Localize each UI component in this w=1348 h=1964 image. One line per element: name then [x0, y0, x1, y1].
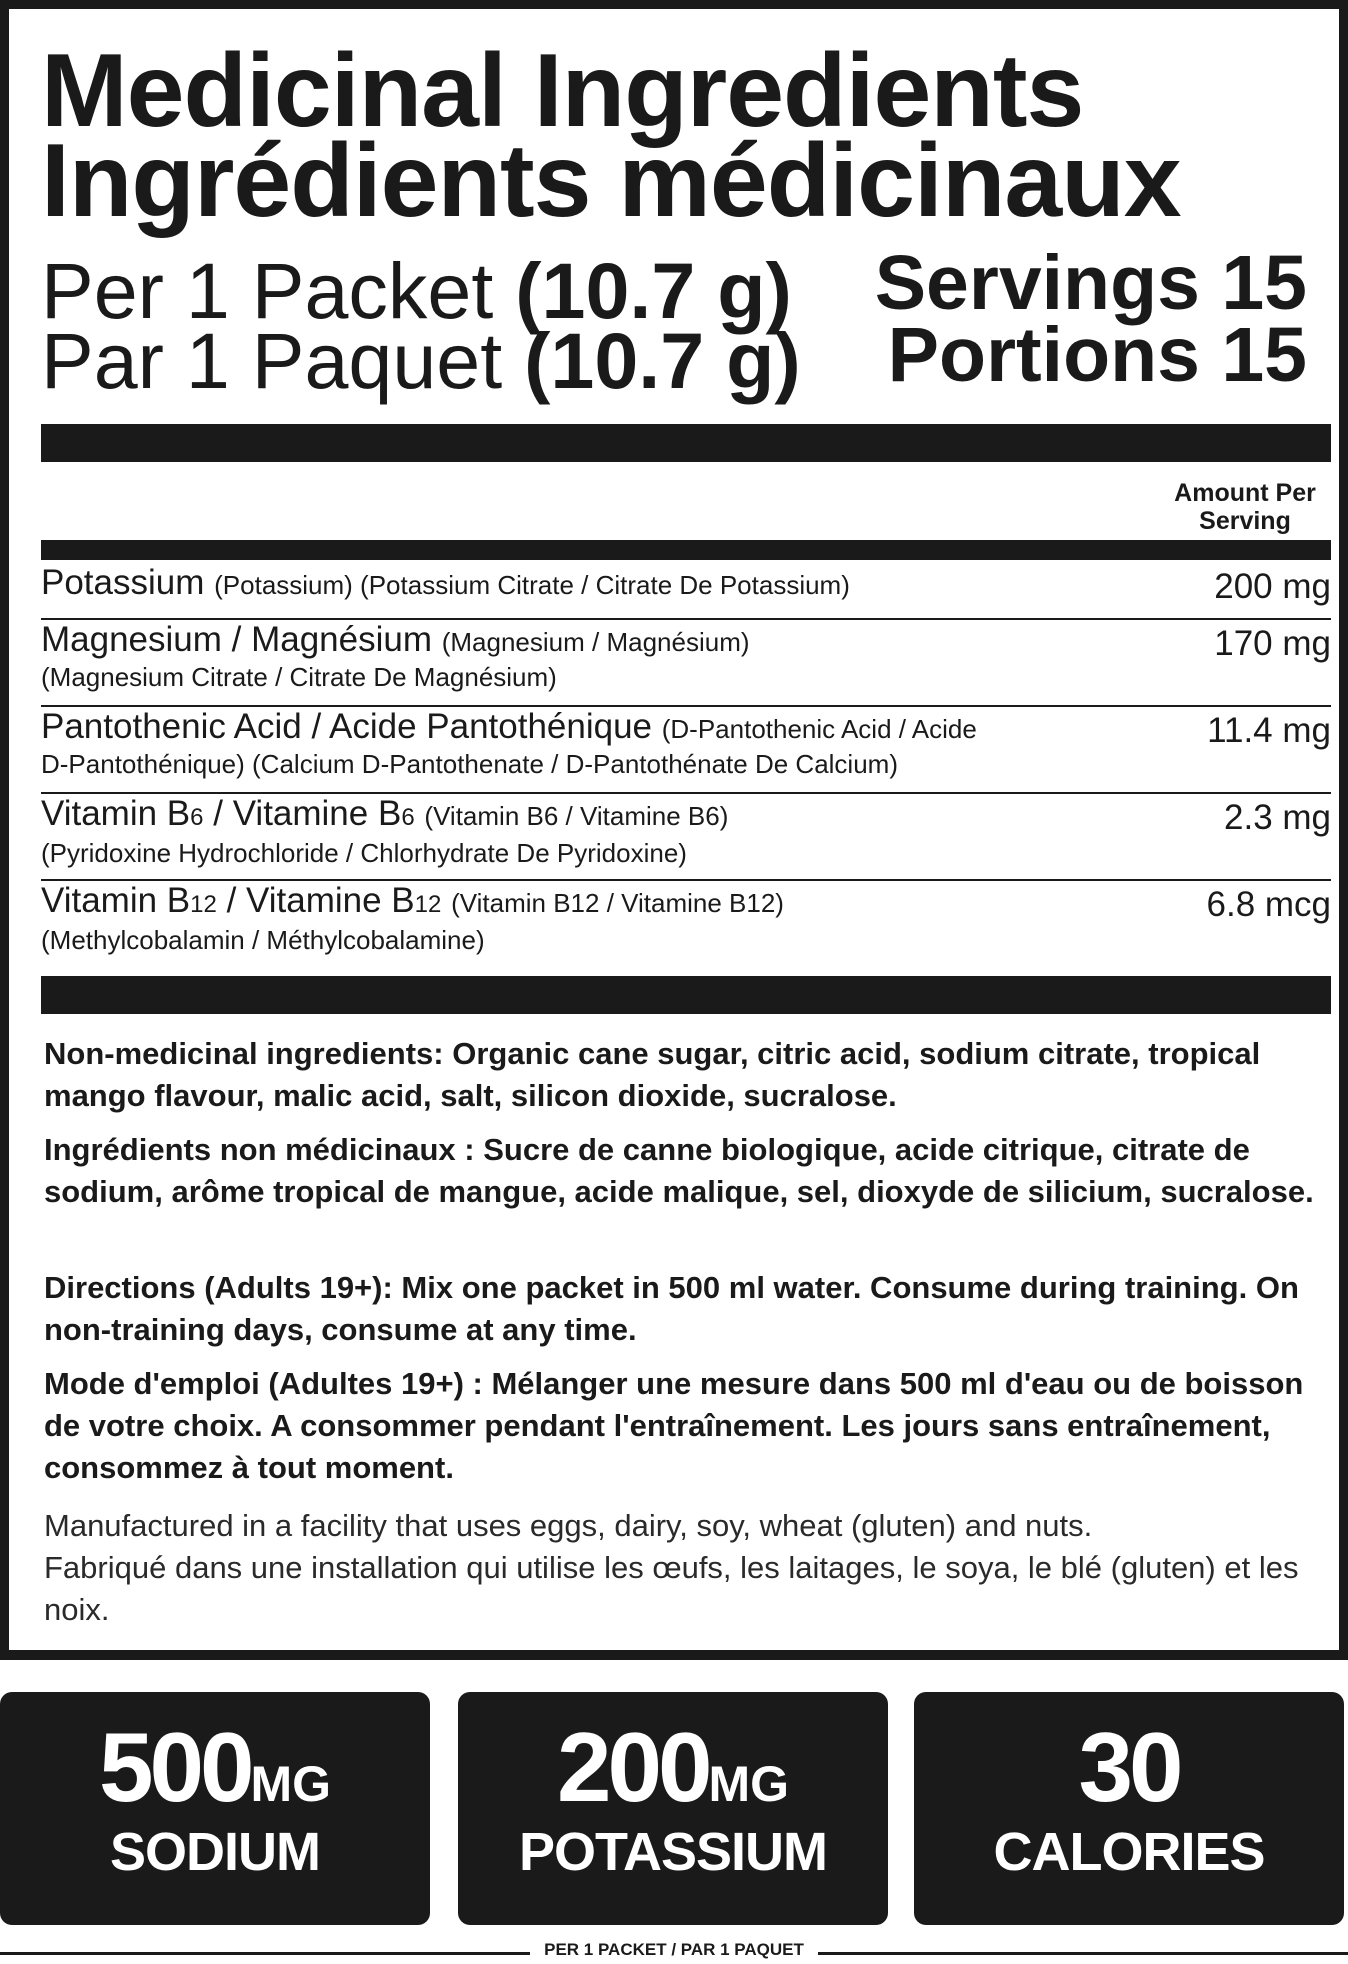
badge-unit: MG: [708, 1756, 790, 1812]
thick-divider-bottom: [41, 976, 1331, 1014]
badge-potassium: [458, 1692, 888, 1925]
footer-per-packet-note: PER 1 PACKET / PAR 1 PAQUET: [544, 1940, 804, 1959]
ingredient-name: Vitamin B6 / Vitamine B6: [41, 794, 415, 833]
ingredient-source: D-Pantothénique) (Calcium D-Pantothenate / D-Pantothénate De Calcium): [41, 749, 898, 779]
serving-size-french: [41, 316, 801, 405]
badge-number: 500: [98, 1712, 251, 1822]
paragraph-text: Mix one packet in 500 ml water. Consume during training. On non-training days, consume at any time.: [44, 1270, 1299, 1347]
badge-label: SODIUM: [110, 1822, 320, 1882]
ingredient-amount: 2.3 mg: [1224, 798, 1331, 837]
amount-header-line-2: Serving: [1199, 507, 1291, 535]
ingredient-amount: 170 mg: [1214, 624, 1331, 663]
ingredient-source: (Magnesium Citrate / Citrate De Magnésium): [41, 662, 557, 692]
serving-size-english-weight: (10.7 g): [515, 246, 792, 335]
ingredient-name: Pantothenic Acid / Acide Pantothénique: [41, 707, 653, 746]
servings-count-english: Servings 15: [874, 240, 1307, 326]
ingredient-row-pantothenic-acid: [41, 707, 1331, 794]
serving-size-french-label: Par 1 Paquet: [41, 316, 503, 405]
servings-count-french: Portions 15: [887, 312, 1307, 398]
paragraph-label: Mode d'emploi (Adultes 19+) :: [44, 1366, 483, 1401]
ingredient-detail: (Potassium) (Potassium Citrate / Citrate De Potassium): [214, 570, 850, 600]
ingredient-source: (Methylcobalamin / Méthylcobalamine): [41, 925, 485, 955]
thick-divider-table-header: [41, 540, 1331, 560]
ingredient-row-vitamin-b12: [41, 881, 1331, 976]
directions-english: [44, 1267, 1344, 1351]
allergen-statement-english: Manufactured in a facility that uses eggs, dairy, soy, wheat (gluten) and nuts.: [44, 1508, 1093, 1543]
ingredient-detail: (Magnesium / Magnésium): [441, 627, 750, 657]
paragraph-text: Mélanger une mesure dans 500 ml d'eau ou de boisson de votre choix. A consommer pendant l'entraînement. Les jours sans entraînement, consommez à tout moment.: [44, 1366, 1304, 1485]
serving-size-english-label: Per 1 Packet: [41, 246, 494, 335]
thick-divider-top: [41, 424, 1331, 462]
serving-size-french-weight: (10.7 g): [524, 316, 801, 405]
ingredient-name: Vitamin B12 / Vitamine B12: [41, 881, 442, 920]
paragraph-label: Directions (Adults 19+):: [44, 1270, 393, 1305]
non-medicinal-ingredients-french: [44, 1129, 1344, 1213]
badge-sodium: [0, 1692, 430, 1925]
footer-rule-left: [0, 1952, 530, 1955]
badge-number: 30: [1078, 1712, 1180, 1822]
ingredient-row-vitamin-b6: [41, 794, 1331, 881]
directions-french: [44, 1363, 1344, 1489]
paragraph-text: Organic cane sugar, citric acid, sodium citrate, tropical mango flavour, malic acid, salt, silicon dioxide, sucralose.: [44, 1036, 1261, 1113]
paragraph-label: Ingrédients non médicinaux :: [44, 1132, 475, 1167]
paragraph-text: Sucre de canne biologique, acide citrique, citrate de sodium, arôme tropical de mangue, acide malique, sel, dioxyde de silicium, sucralose.: [44, 1132, 1314, 1209]
paragraph-label: Non-medicinal ingredients:: [44, 1036, 444, 1071]
allergen-statement-french: Fabriqué dans une installation qui utilise les œufs, les laitages, le soya, le blé (gluten) et les noix.: [44, 1550, 1299, 1627]
ingredient-detail: (Vitamin B6 / Vitamine B6): [424, 801, 729, 831]
ingredient-row-potassium: [41, 563, 1331, 620]
title-english: Medicinal Ingredients: [41, 33, 1084, 149]
badge-calories: [914, 1692, 1344, 1925]
badge-unit: MG: [250, 1756, 332, 1812]
ingredient-name: Magnesium / Magnésium: [41, 620, 432, 659]
ingredient-amount: 6.8 mcg: [1206, 885, 1331, 924]
amount-header-line-1: Amount Per: [1174, 479, 1316, 507]
ingredient-amount: 200 mg: [1214, 567, 1331, 606]
ingredient-amount: 11.4 mg: [1207, 711, 1331, 750]
badge-label: CALORIES: [993, 1822, 1265, 1882]
badge-number: 200: [556, 1712, 709, 1822]
ingredient-detail: (D-Pantothenic Acid / Acide: [661, 714, 977, 744]
amount-per-serving-header: [1145, 479, 1345, 535]
ingredient-detail: (Vitamin B12 / Vitamine B12): [451, 888, 784, 918]
ingredient-source: (Pyridoxine Hydrochloride / Chlorhydrate De Pyridoxine): [41, 838, 687, 868]
ingredient-name: Potassium: [41, 563, 205, 602]
non-medicinal-ingredients-english: [44, 1033, 1344, 1117]
footer-rule-right: [818, 1952, 1348, 1955]
title-french: Ingrédients médicinaux: [41, 123, 1181, 239]
ingredient-row-magnesium: [41, 620, 1331, 707]
badge-label: POTASSIUM: [518, 1822, 827, 1882]
